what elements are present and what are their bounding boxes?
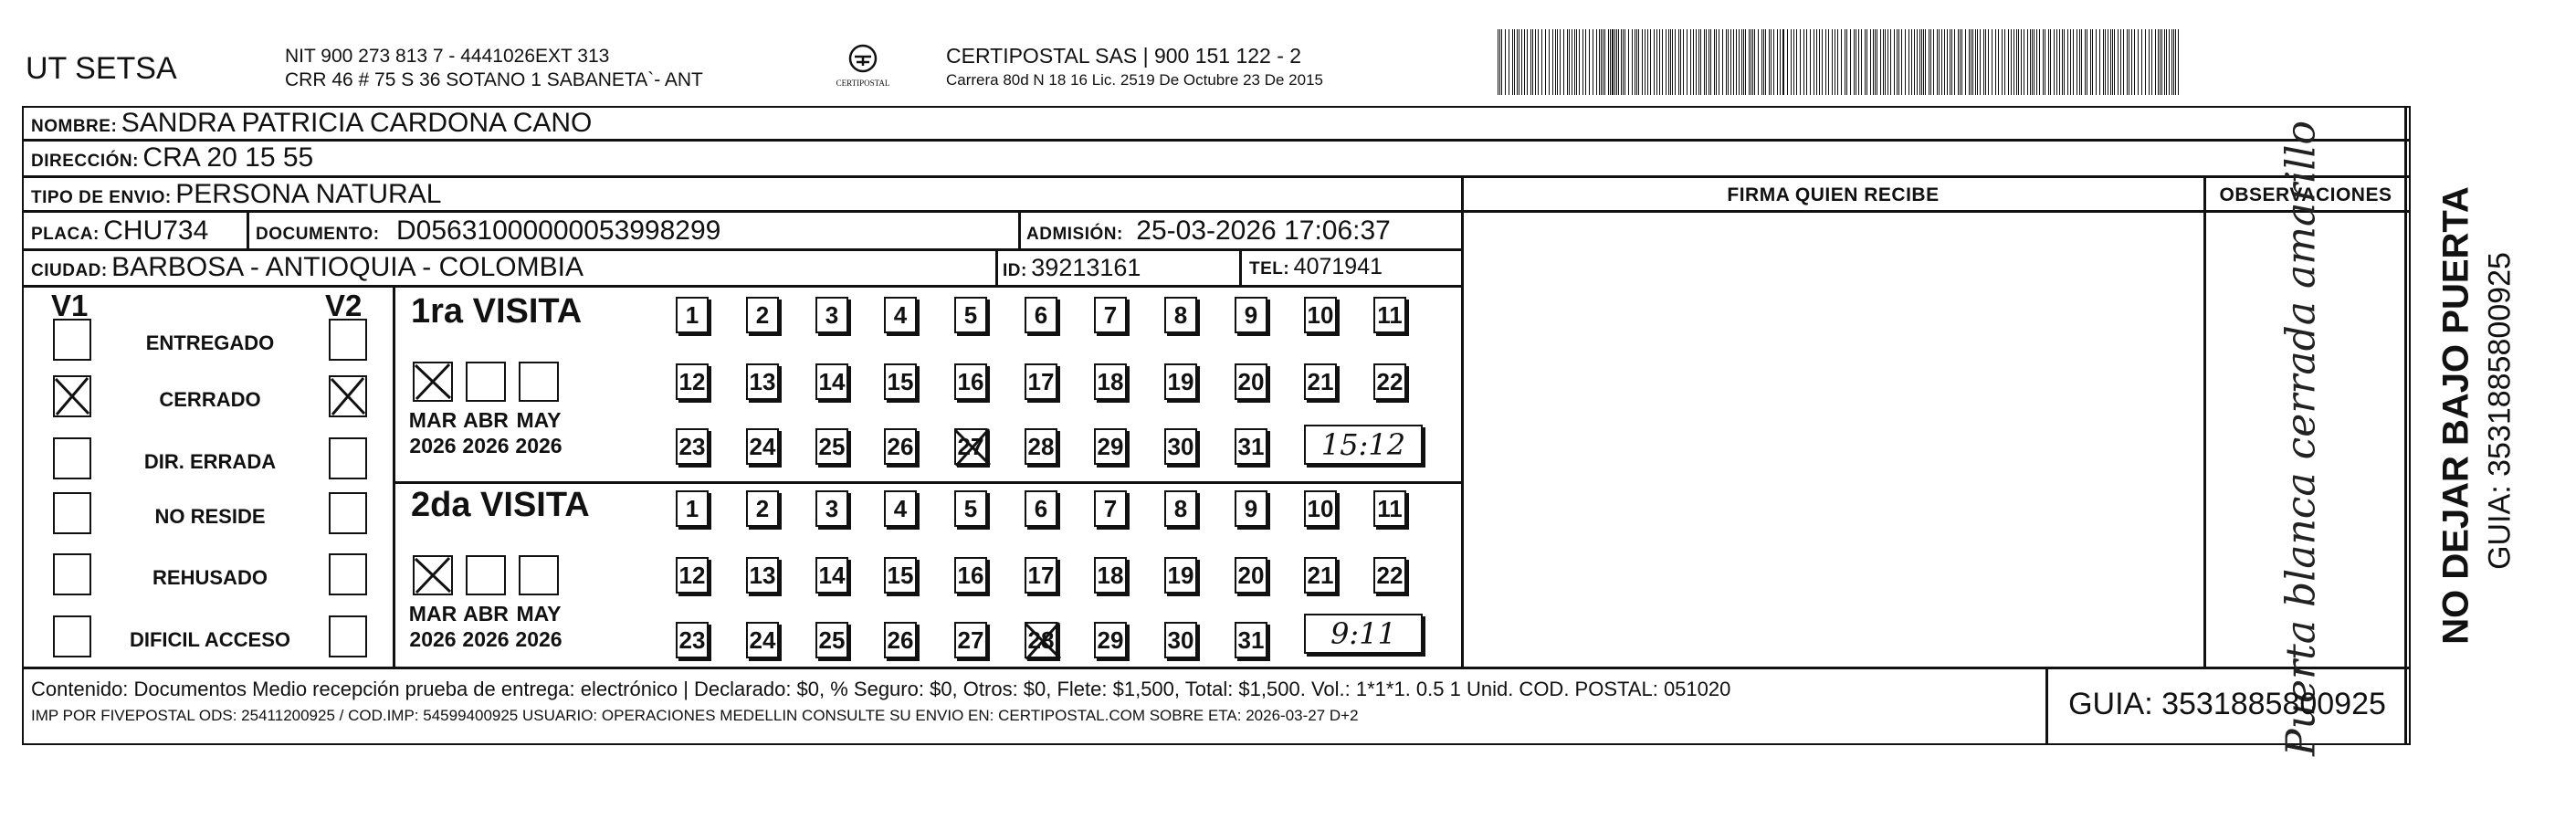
day-number: 4 [893,301,908,329]
day-number: 2 [755,301,770,329]
status-option-label: NO RESIDE [154,505,266,528]
day-number: 14 [818,562,846,589]
day-number: 3 [825,495,839,522]
day-box[interactable] [815,428,848,465]
side-instruction: NO DEJAR BAJO PUERTA [2435,186,2476,645]
day-box[interactable] [1025,363,1057,400]
day-number: 16 [957,368,984,395]
v1-checkbox[interactable] [53,615,91,657]
day-box[interactable] [676,428,709,465]
status-option-label: DIR. ERRADA [143,450,277,473]
day-number: 23 [678,433,706,460]
day-box[interactable] [746,428,779,465]
year-label: 2026 [409,434,457,457]
day-box[interactable] [676,490,709,527]
day-box[interactable] [1025,297,1057,333]
day-number: 19 [1167,562,1194,589]
company-nit: NIT 900 273 813 7 - 4441026EXT 313 [285,46,610,67]
year-label: 2026 [515,627,563,651]
day-number: 21 [1307,368,1334,395]
v2-checkbox[interactable] [329,553,367,595]
day-number: 6 [1034,301,1048,329]
tipo-envio-label: TIPO DE ENVIO: [31,188,172,207]
day-number: 25 [818,433,846,460]
year-label: 2026 [462,627,510,651]
day-box[interactable] [1025,557,1057,594]
day-number: 10 [1307,495,1334,522]
day-number: 27 [957,626,984,654]
day-number: 25 [818,626,846,654]
month-label: MAY [516,408,562,432]
day-number: 24 [749,433,776,460]
day-box[interactable] [1304,297,1337,333]
status-option-label: CERRADO [159,388,261,411]
status-option-label: ENTREGADO [145,331,275,354]
check-mark [53,375,91,417]
day-box[interactable] [1094,428,1127,465]
day-box[interactable] [1373,363,1406,400]
day-box[interactable] [1025,490,1057,527]
second-visit-time-value: 9:11 [1330,616,1396,651]
day-number: 31 [1237,626,1265,654]
day-number: 14 [818,368,846,395]
day-number: 8 [1173,301,1188,329]
day-number: 27 [957,433,984,460]
day-number: 17 [1027,368,1055,395]
day-box[interactable] [1164,428,1197,465]
day-number: 11 [1377,495,1403,522]
day-number: 11 [1377,301,1403,329]
admision-value: 25-03-2026 17:06:37 [1136,216,1391,246]
day-number: 20 [1237,562,1265,589]
day-number: 12 [678,562,706,589]
day-number: 19 [1167,368,1194,395]
day-number: 22 [1376,368,1404,395]
admision-label: ADMISIÓN: [1026,225,1123,244]
day-number: 28 [1027,433,1055,460]
year-label: 2026 [462,434,510,457]
day-number: 1 [685,301,699,329]
day-number: 9 [1244,495,1258,522]
day-box[interactable] [954,490,987,527]
month-checkbox[interactable] [466,362,506,402]
documento-label: DOCUMENTO: [256,225,380,244]
day-box[interactable] [815,363,848,400]
day-box[interactable] [1164,622,1197,658]
v2-checkbox[interactable] [329,615,367,657]
day-number: 20 [1237,368,1265,395]
observaciones-label: OBSERVACIONES [2219,184,2392,205]
day-number: 15 [887,562,914,589]
direccion-label: DIRECCIÓN: [31,152,139,171]
v1-label: V1 [51,289,89,322]
day-box[interactable] [954,557,987,594]
month-checkbox[interactable] [519,362,559,402]
day-number: 7 [1103,495,1118,522]
day-number: 21 [1307,562,1334,589]
check-mark [329,375,367,417]
day-number: 5 [963,301,978,329]
day-box[interactable] [815,622,848,658]
first-visit-title: 1ra VISITA [411,292,583,331]
day-box[interactable] [1164,363,1197,400]
placa-label: PLACA: [31,225,100,244]
day-box[interactable] [884,557,917,594]
month-label: MAR [408,602,457,626]
day-box[interactable] [1025,428,1057,465]
day-box[interactable] [746,490,779,527]
day-box[interactable] [1094,363,1127,400]
day-box[interactable] [676,622,709,658]
day-box[interactable] [1304,557,1337,594]
day-box[interactable] [1164,490,1197,527]
day-box[interactable] [884,622,917,658]
day-box[interactable] [954,297,987,333]
day-box[interactable] [1094,622,1127,658]
day-number: 31 [1237,433,1265,460]
day-box[interactable] [746,557,779,594]
day-number: 17 [1027,562,1055,589]
day-number: 29 [1097,433,1124,460]
day-number: 8 [1173,495,1188,522]
day-number: 18 [1097,368,1124,395]
tel-label: TEL: [1249,259,1290,279]
day-box[interactable] [954,363,987,400]
year-label: 2026 [409,627,457,651]
day-box[interactable] [1094,557,1127,594]
day-box[interactable] [815,557,848,594]
day-box[interactable] [884,363,917,400]
day-number: 26 [887,433,914,460]
footer-imp: IMP POR FIVEPOSTAL ODS: 25411200925 / COD.IMP: 54599400925 USUARIO: OPERACIONES MEDELLIN CONSULTE SU ENVIO EN: CERTIPOSTAL.COM SOBRE ETA: 2026-03-27 D+2 [31,707,1359,724]
v1-checkbox[interactable] [53,492,91,534]
day-box[interactable] [1373,297,1406,333]
check-mark [413,362,453,402]
year-label: 2026 [515,434,563,457]
day-number: 5 [963,495,978,522]
documento-value: D05631000000053998299 [396,216,721,246]
day-box[interactable] [1304,490,1337,527]
day-box[interactable] [1094,297,1127,333]
day-box[interactable] [815,490,848,527]
logo-text: CERTIPOSTAL [836,79,890,88]
day-box[interactable] [1235,557,1267,594]
tipo-envio-value: PERSONA NATURAL [175,179,442,209]
id-label: ID: [1003,261,1027,280]
v2-checkbox[interactable] [329,437,367,479]
day-number: 6 [1034,495,1048,522]
v2-checkbox[interactable] [329,492,367,534]
day-box[interactable] [676,363,709,400]
v2-label: V2 [325,289,363,322]
day-box[interactable] [1235,297,1267,333]
check-mark [1023,620,1063,662]
day-number: 12 [678,368,706,395]
day-number: 3 [825,301,839,329]
day-number: 30 [1167,626,1194,654]
company-address: CRR 46 # 75 S 36 SOTANO 1 SABANETA`- ANT [285,69,703,90]
month-label: ABR [463,408,509,432]
first-visit-time[interactable] [1304,425,1423,465]
day-number: 28 [1027,626,1055,654]
day-box[interactable] [884,428,917,465]
day-number: 22 [1376,562,1404,589]
day-number: 29 [1097,626,1124,654]
day-box[interactable] [1164,557,1197,594]
v2-checkbox[interactable] [329,319,367,361]
v1-checkbox[interactable] [53,553,91,595]
day-number: 10 [1307,301,1334,329]
day-box[interactable] [815,297,848,333]
day-number: 30 [1167,433,1194,460]
day-number: 18 [1097,562,1124,589]
status-option-label: REHUSADO [152,566,268,589]
direccion-value: CRA 20 15 55 [142,142,314,173]
second-visit-title: 2da VISITA [411,486,590,524]
day-box[interactable] [884,297,917,333]
day-box[interactable] [1094,490,1127,527]
tel-value: 4071941 [1293,254,1383,279]
day-box[interactable] [1235,622,1267,658]
month-label: MAY [516,602,562,626]
day-number: 4 [893,495,908,522]
day-box[interactable] [1373,557,1406,594]
day-number: 13 [749,562,776,589]
month-checkbox[interactable] [519,555,559,595]
day-box[interactable] [746,363,779,400]
certipostal-logo [831,40,895,97]
courier-name: CERTIPOSTAL SAS | 900 151 122 - 2 [946,44,1302,68]
second-visit-time[interactable] [1304,614,1423,654]
check-mark [413,555,453,595]
nombre-label: NOMBRE: [31,117,118,136]
nombre-value: SANDRA PATRICIA CARDONA CANO [121,108,593,138]
day-number: 2 [755,495,770,522]
footer-contenido: Contenido: Documentos Medio recepción prueba de entrega: electrónico | Declarado: $0, % Seguro: $0, Otros: $0, Flete: $1,500, Total: $1,500. Vol.: 1*1*1. 0.5 1 Unid. COD. POSTAL: 051020 [31,678,1731,700]
day-number: 26 [887,626,914,654]
day-box[interactable] [676,557,709,594]
day-number: 13 [749,368,776,395]
day-box[interactable] [1373,490,1406,527]
ciudad-label: CIUDAD: [31,261,108,280]
day-number: 15 [887,368,914,395]
day-number: 23 [678,626,706,654]
courier-address: Carrera 80d N 18 16 Lic. 2519 De Octubre 23 De 2015 [946,71,1323,89]
company-name: UT SETSA [26,51,177,86]
firma-label: FIRMA QUIEN RECIBE [1727,184,1940,205]
day-box[interactable] [746,297,779,333]
day-box[interactable] [676,297,709,333]
ciudad-value: BARBOSA - ANTIOQUIA - COLOMBIA [111,252,584,282]
guia-box-text: GUIA: 3531885800925 [2068,687,2386,721]
month-label: MAR [408,408,457,432]
day-box[interactable] [746,622,779,658]
day-box[interactable] [1235,490,1267,527]
day-box[interactable] [884,490,917,527]
day-box[interactable] [1304,363,1337,400]
side-guia: GUIA: 3531885800925 [2482,252,2518,570]
day-box[interactable] [954,622,987,658]
v1-checkbox[interactable] [53,319,91,361]
day-number: 16 [957,562,984,589]
day-number: 7 [1103,301,1118,329]
v1-checkbox[interactable] [53,437,91,479]
day-number: 24 [749,626,776,654]
first-visit-time-value: 15:12 [1320,427,1406,462]
month-label: ABR [463,602,509,626]
day-number: 1 [685,495,699,522]
id-value: 39213161 [1031,254,1141,281]
month-checkbox[interactable] [466,555,506,595]
barcode [1498,29,2182,95]
day-box[interactable] [1164,297,1197,333]
check-mark [952,426,993,468]
day-number: 9 [1244,301,1258,329]
day-box[interactable] [1235,363,1267,400]
status-option-label: DIFICIL ACCESO [129,628,290,651]
day-box[interactable] [1235,428,1267,465]
placa-value: CHU734 [103,216,209,246]
observation-handwriting-text: Puerta blanca cerrada amarillo [2277,121,2325,756]
